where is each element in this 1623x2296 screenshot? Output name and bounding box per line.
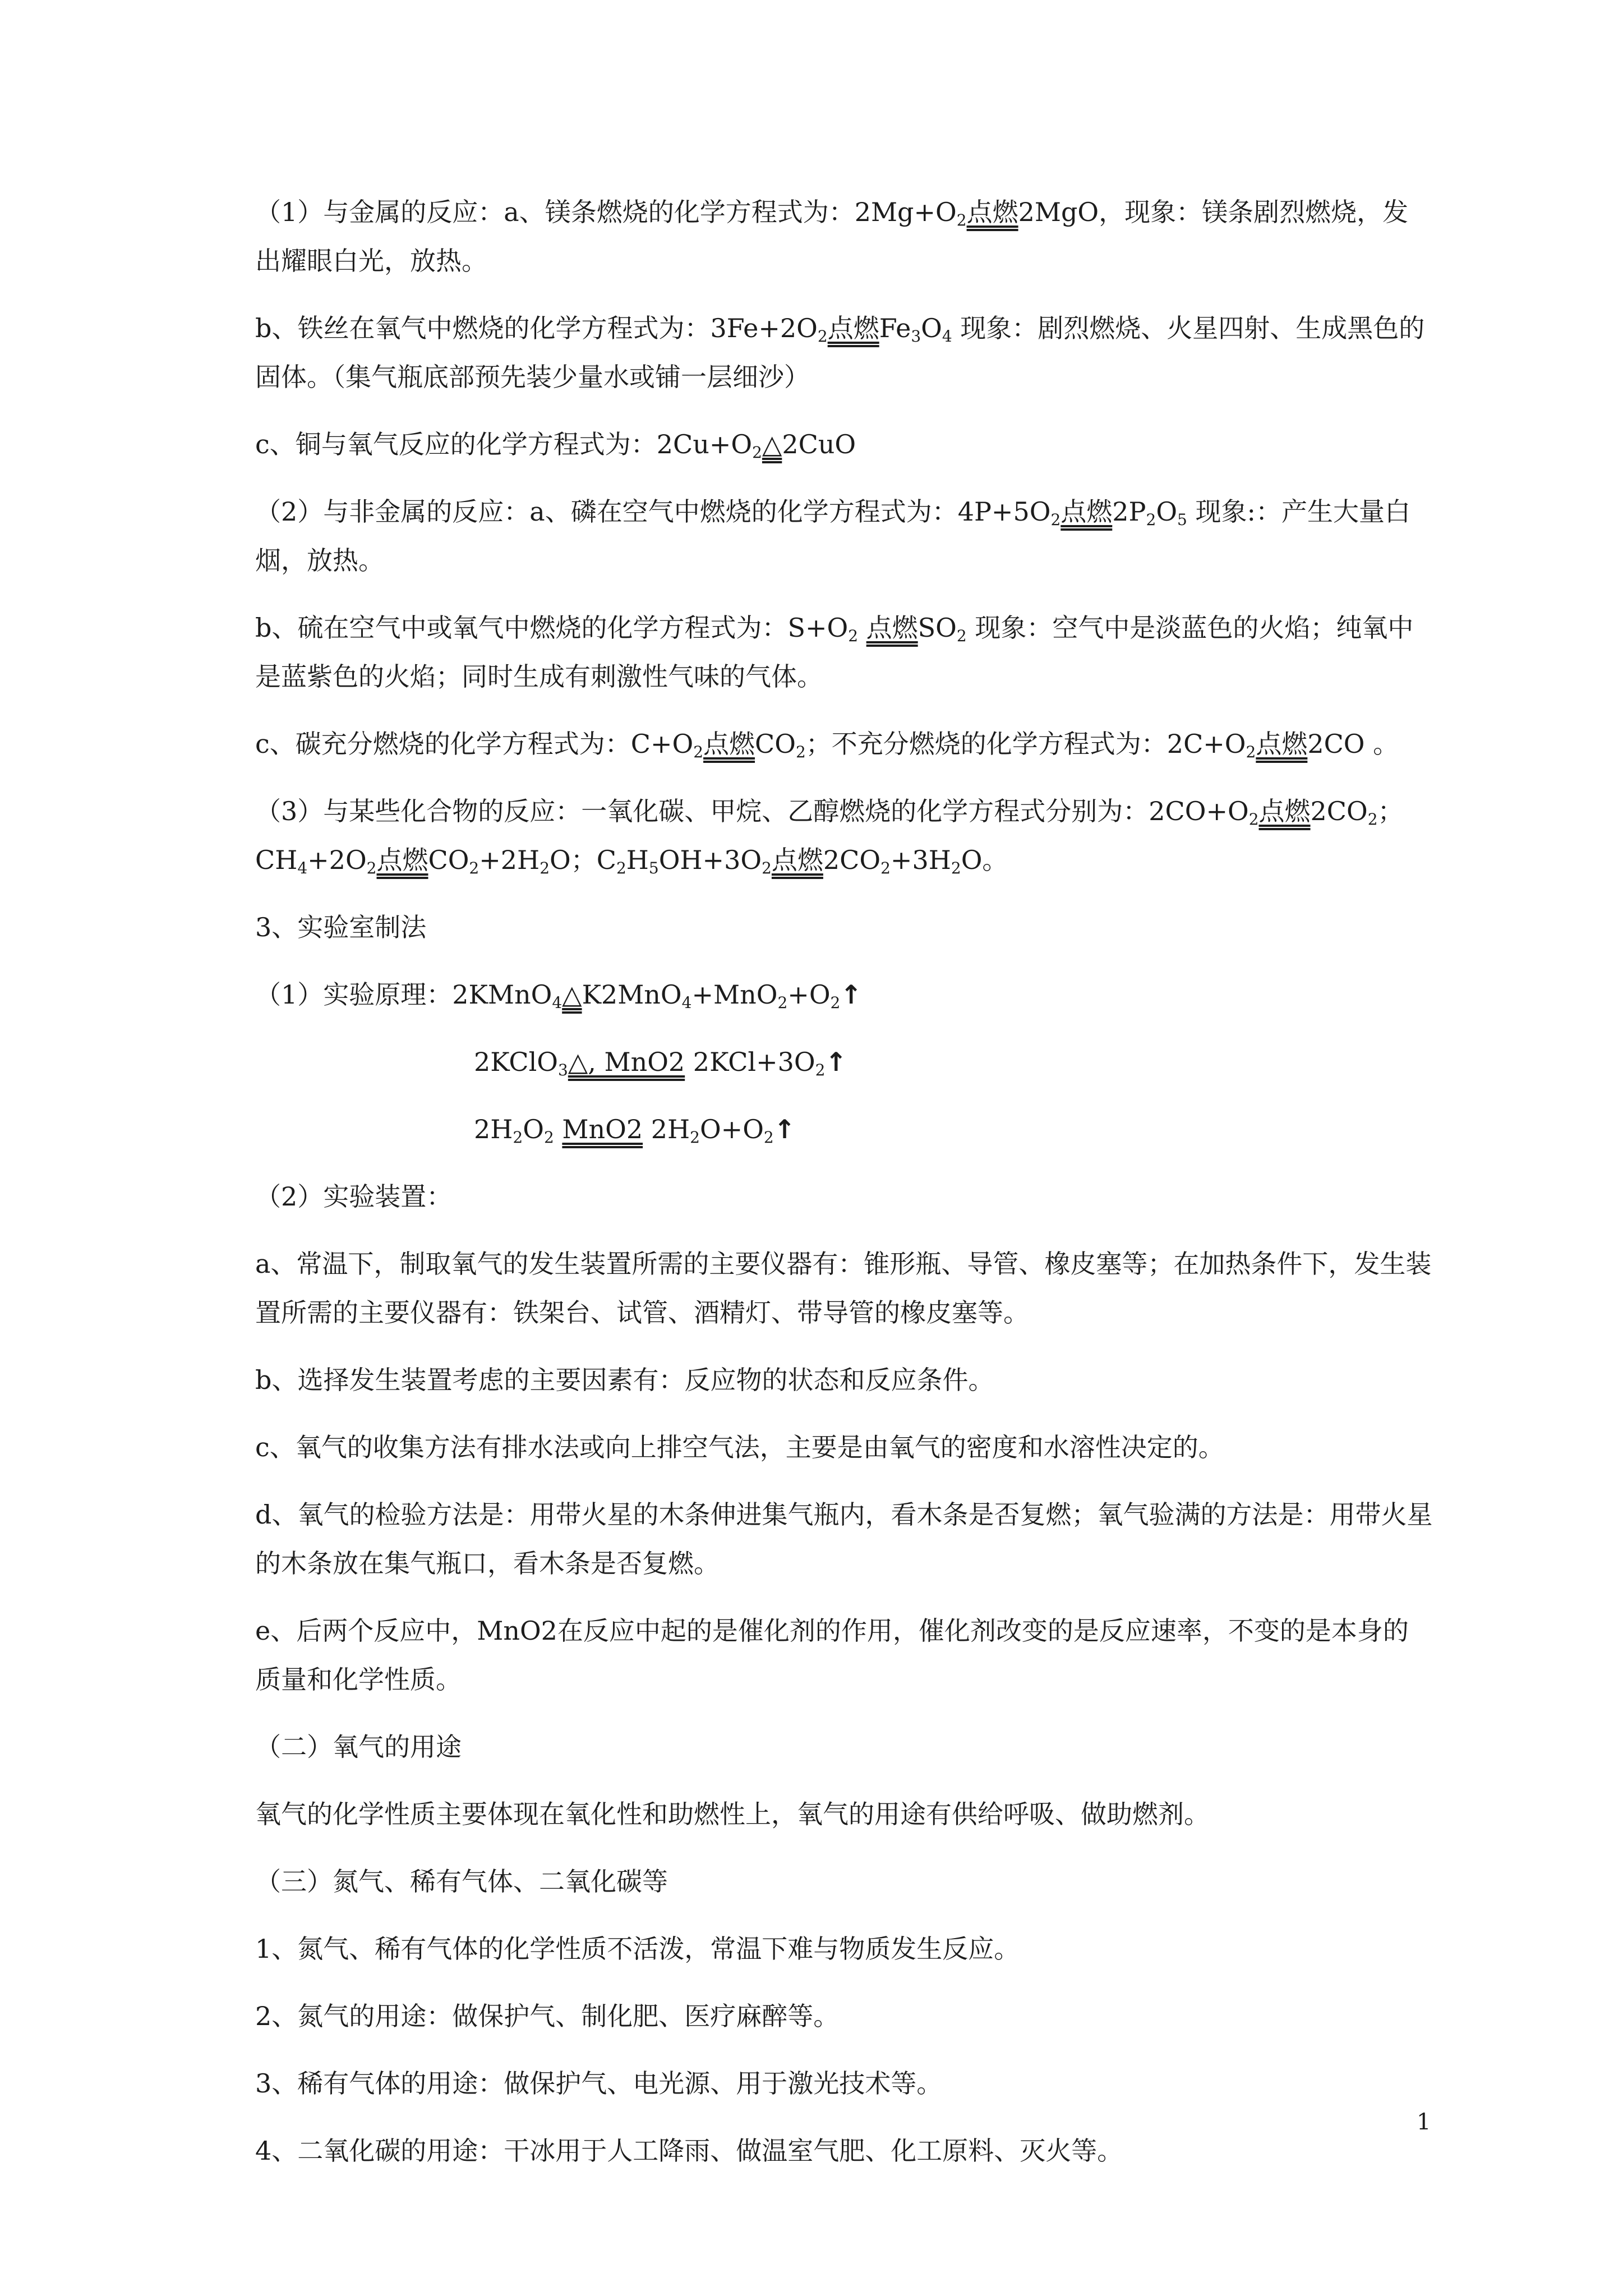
- text-run: H: [626, 845, 649, 875]
- paragraph: [255, 970, 1433, 1019]
- text-run: O。: [961, 845, 1008, 875]
- text-run: 氧气的化学性质主要体现在氧化性和助燃性上，氧气的用途有供给呼吸、做助燃剂。: [255, 1799, 1210, 1829]
- subscript: 4: [681, 993, 692, 1012]
- text-run: 2CuO: [782, 429, 856, 459]
- subscript: 2: [1367, 810, 1378, 829]
- subscript: 2: [1248, 810, 1259, 829]
- text-run: b、选择发生装置考虑的主要因素有：反应物的状态和反应条件。: [255, 1365, 994, 1395]
- text-run: 现象：空气中是淡蓝色的火焰；纯氧中是蓝紫色的火焰；同时生成有刺激性气味的气体。: [255, 613, 1414, 692]
- paragraph: [255, 1356, 1433, 1405]
- text-run: ；不充分燃烧的化学方程式为：2C+O: [805, 729, 1246, 759]
- paragraph: [255, 304, 1433, 402]
- reaction-condition: 点燃: [703, 729, 755, 759]
- paragraph: [255, 1423, 1433, 1472]
- text-run: ；CH: [255, 796, 1404, 875]
- subscript: 2: [752, 443, 762, 462]
- text-run: d、氧气的检验方法是：用带火星的木条伸进集气瓶内，看木条是否复燃；氧气验满的方法是：用带火星的木条放在集气瓶口，看木条是否复燃。: [255, 1499, 1433, 1579]
- text-run: 2CO: [823, 845, 881, 875]
- subscript: 2: [956, 627, 967, 645]
- paragraph: [255, 1992, 1433, 2041]
- text-run: +O: [787, 979, 831, 1010]
- text-run: （1）与金属的反应：a、镁条燃烧的化学方程式为：2Mg+O: [255, 197, 957, 227]
- text-run: 2H: [643, 1114, 690, 1144]
- subscript: 2: [1146, 510, 1156, 529]
- subscript: 5: [1177, 510, 1187, 529]
- document-body: [255, 188, 1433, 2194]
- page-number: 1: [1417, 2109, 1431, 2135]
- subscript: 2: [540, 859, 550, 877]
- text-run: +MnO: [691, 979, 778, 1010]
- paragraph: [255, 1790, 1433, 1839]
- text-run: e、后两个反应中，MnO2在反应中起的是催化剂的作用，催化剂改变的是反应速率，不变的是本身的质量和化学性质。: [255, 1616, 1409, 1695]
- text-run: （3）与某些化合物的反应：一氧化碳、甲烷、乙醇燃烧的化学方程式分别为：2CO+O: [255, 796, 1249, 826]
- subscript: 4: [942, 327, 952, 346]
- text-run: 2KClO: [474, 1047, 559, 1077]
- paragraph: [255, 2059, 1433, 2108]
- paragraph: [255, 487, 1433, 585]
- text-run: +3H: [890, 845, 951, 875]
- reaction-condition: △: [562, 979, 582, 1010]
- text-run: 1、氮气、稀有气体的化学性质不活泼，常温下难与物质发生反应。: [255, 1934, 1020, 1964]
- text-run: （1）实验原理：2KMnO: [255, 979, 552, 1010]
- text-run: 4、二氧化碳的用途：干冰用于人工降雨、做温室气肥、化工原料、灭火等。: [255, 2136, 1123, 2166]
- text-run: 2CO 。: [1307, 729, 1399, 759]
- text-run: O: [1156, 496, 1178, 527]
- subscript: 2: [762, 859, 772, 877]
- subscript: 2: [763, 1128, 774, 1147]
- text-run: CO: [428, 845, 469, 875]
- subscript: 2: [366, 859, 377, 877]
- paragraph: [255, 903, 1433, 952]
- text-run: 2P: [1112, 496, 1146, 527]
- reaction-condition: 点燃: [966, 197, 1018, 227]
- text-run: O+O: [699, 1114, 764, 1144]
- text-run: [858, 613, 866, 643]
- paragraph: [255, 1857, 1433, 1906]
- paragraph: [255, 2127, 1433, 2175]
- reaction-condition: 点燃: [1258, 796, 1311, 826]
- paragraph: [255, 1607, 1433, 1704]
- text-run: （2）与非金属的反应：a、磷在空气中燃烧的化学方程式为：4P+5O: [255, 496, 1051, 527]
- text-run: OH+3O: [658, 845, 762, 875]
- reaction-condition: 点燃: [1256, 729, 1308, 759]
- text-run: Fe: [879, 313, 911, 343]
- text-run: （2）实验装置：: [255, 1181, 453, 1212]
- gas-arrow-icon: ↑: [840, 979, 862, 1010]
- paragraph: [255, 1172, 1433, 1221]
- text-run: K2MnO: [582, 979, 682, 1010]
- subscript: 2: [956, 211, 967, 229]
- paragraph: [255, 1490, 1433, 1588]
- text-run: 3、实验室制法: [255, 912, 427, 942]
- text-run: c、碳充分燃烧的化学方程式为：C+O: [255, 729, 694, 759]
- subscript: 3: [911, 327, 921, 346]
- paragraph: [255, 1240, 1433, 1337]
- subscript: 2: [1246, 743, 1256, 761]
- paragraph: [255, 188, 1433, 286]
- subscript: 2: [795, 743, 806, 761]
- subscript: 2: [777, 993, 788, 1012]
- paragraph: [255, 1105, 1433, 1154]
- reaction-condition: 点燃: [827, 313, 879, 343]
- paragraph: [255, 787, 1433, 885]
- text-run: O；C: [550, 845, 616, 875]
- paragraph: [255, 604, 1433, 701]
- text-run: 现象：剧烈燃烧、火星四射、生成黑色的固体。（集气瓶底部预先装少量水或铺一层细沙）: [255, 313, 1425, 392]
- subscript: 2: [543, 1128, 554, 1147]
- text-run: CO: [755, 729, 796, 759]
- text-run: a、常温下，制取氧气的发生装置所需的主要仪器有：锥形瓶、导管、橡皮塞等；在加热条件下，发生装置所需的主要仪器有：铁架台、试管、酒精灯、带导管的橡皮塞等。: [255, 1249, 1432, 1328]
- subscript: 2: [616, 859, 626, 877]
- text-run: 2MgO，现象：镁条剧烈燃烧，发出耀眼白光，放热。: [255, 197, 1409, 276]
- reaction-condition: 点燃: [1061, 496, 1113, 527]
- subscript: 2: [1050, 510, 1061, 529]
- reaction-condition: MnO2: [562, 1114, 643, 1144]
- subscript: 4: [552, 993, 562, 1012]
- paragraph: [255, 1723, 1433, 1772]
- text-run: （二）氧气的用途: [255, 1732, 462, 1762]
- subscript: 2: [815, 1061, 826, 1079]
- paragraph: [255, 1038, 1433, 1087]
- paragraph: [255, 720, 1433, 769]
- gas-arrow-icon: ↑: [773, 1114, 796, 1144]
- text-run: c、铜与氧气反应的化学方程式为：2Cu+O: [255, 429, 753, 459]
- subscript: 2: [693, 743, 704, 761]
- gas-arrow-icon: ↑: [825, 1047, 847, 1077]
- text-run: 2H: [474, 1114, 513, 1144]
- text-run: 3、稀有气体的用途：做保护气、电光源、用于激光技术等。: [255, 2068, 943, 2099]
- subscript: 2: [469, 859, 479, 877]
- text-run: +2H: [479, 845, 540, 875]
- text-run: [554, 1114, 562, 1144]
- reaction-condition: 点燃: [771, 845, 823, 875]
- text-run: b、铁丝在氧气中燃烧的化学方程式为：3Fe+2O: [255, 313, 818, 343]
- subscript: 2: [951, 859, 961, 877]
- reaction-condition: △, MnO2: [568, 1047, 685, 1077]
- subscript: 2: [848, 627, 859, 645]
- paragraph: [255, 420, 1433, 469]
- reaction-condition: 点燃: [866, 613, 918, 643]
- subscript: 2: [513, 1128, 523, 1147]
- text-run: 2、氮气的用途：做保护气、制化肥、医疗麻醉等。: [255, 2001, 840, 2031]
- reaction-condition: 点燃: [376, 845, 428, 875]
- paragraph: [255, 1925, 1433, 1973]
- subscript: 2: [830, 993, 841, 1012]
- text-run: b、硫在空气中或氧气中燃烧的化学方程式为：S+O: [255, 613, 849, 643]
- text-run: 现象:：产生大量白烟，放热。: [255, 496, 1410, 576]
- subscript: 2: [880, 859, 891, 877]
- reaction-condition: △: [762, 429, 782, 459]
- text-run: O: [523, 1114, 544, 1144]
- text-run: （三）氮气、稀有气体、二氧化碳等: [255, 1866, 668, 1897]
- text-run: O: [921, 313, 942, 343]
- subscript: 5: [648, 859, 659, 877]
- subscript: 2: [817, 327, 828, 346]
- text-run: SO: [917, 613, 957, 643]
- subscript: 4: [297, 859, 308, 877]
- text-run: +2O: [307, 845, 367, 875]
- subscript: 3: [558, 1061, 568, 1079]
- text-run: c、氧气的收集方法有排水法或向上排空气法，主要是由氧气的密度和水溶性决定的。: [255, 1432, 1224, 1462]
- text-run: 2KCl+3O: [685, 1047, 815, 1077]
- text-run: 2CO: [1310, 796, 1368, 826]
- subscript: 2: [690, 1128, 700, 1147]
